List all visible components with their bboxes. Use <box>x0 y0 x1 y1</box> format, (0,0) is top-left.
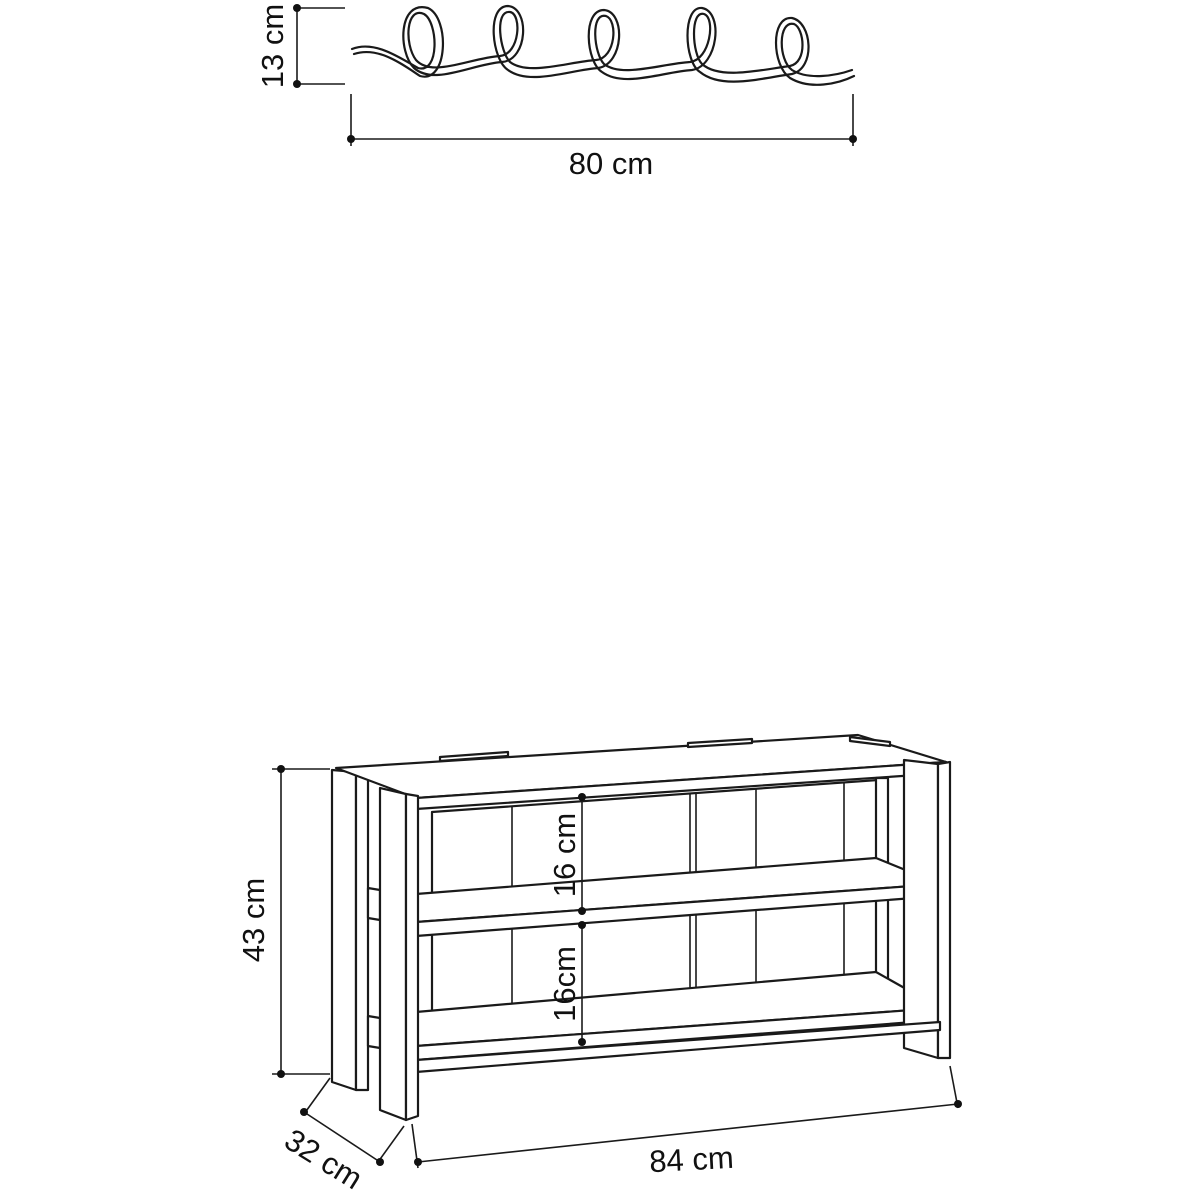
hook-rack-drawing <box>255 4 857 181</box>
depth-label: 32 cm <box>278 1121 369 1197</box>
bench-drawing <box>236 735 962 1196</box>
depth-extension-right <box>378 1126 404 1162</box>
bench-back-left-leg <box>332 770 356 1090</box>
bench-width-label: 84 cm <box>648 1139 735 1180</box>
bench-front-right-leg <box>904 760 938 1058</box>
hook-height-label: 13 cm <box>255 3 290 89</box>
upper-gap-label: 16 cm <box>547 812 582 898</box>
depth-extension-left <box>304 1078 330 1114</box>
lower-gap-label: 16cm <box>547 946 582 1022</box>
hook-width-label: 80 cm <box>568 146 654 181</box>
bench-front-left-leg <box>380 788 406 1120</box>
bench-height-label: 43 cm <box>236 877 271 963</box>
